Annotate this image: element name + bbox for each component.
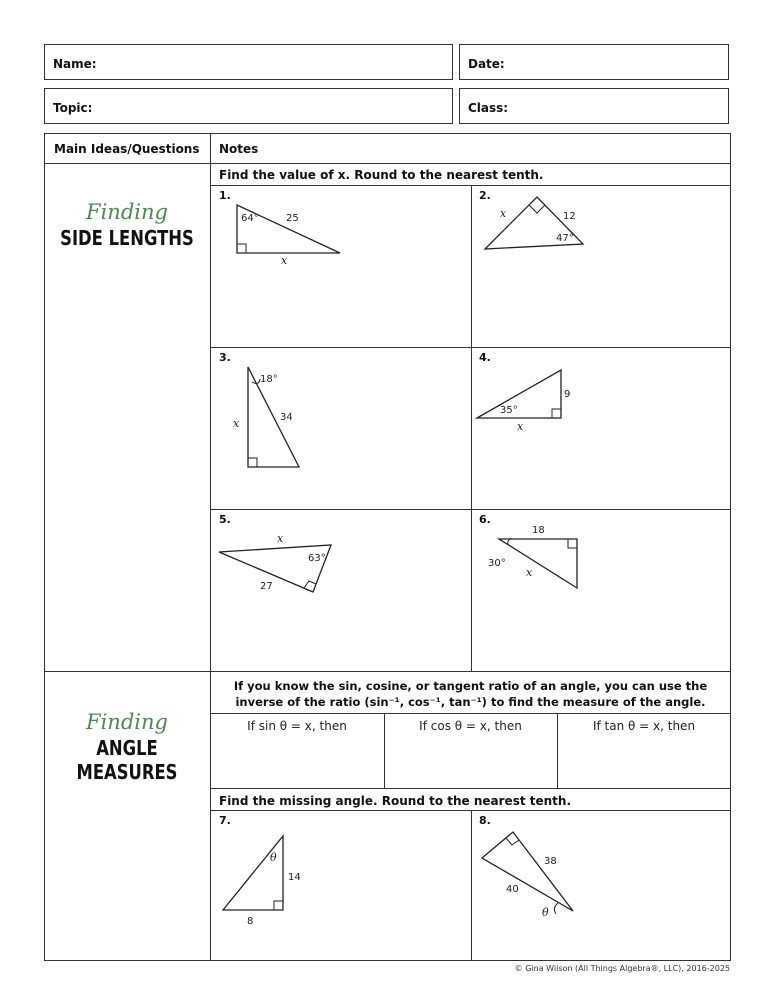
inverse-row-bottom-line <box>210 788 731 789</box>
inverse-cos-head: If cos θ = x, then <box>419 719 522 733</box>
notes-table <box>44 133 731 961</box>
problem-5-side: 27 <box>260 581 273 592</box>
problem-8-side-a: 38 <box>544 856 557 867</box>
problem-6-number: 6. <box>479 513 491 526</box>
problem-2-number: 2. <box>479 189 491 202</box>
angle-grid-vline <box>471 810 472 961</box>
problem-1-var: x <box>281 254 288 267</box>
problem-3-side: 34 <box>280 412 293 423</box>
side-lengths-script: Finding <box>86 200 168 224</box>
problem-4-angle: 35° <box>500 405 518 416</box>
date-label: Date: <box>468 57 505 71</box>
side-lengths-title: SIDE LENGTHS <box>60 226 194 250</box>
problem-1-number: 1. <box>219 189 231 202</box>
problem-2-angle: 47° <box>556 233 574 244</box>
problem-8-side-b: 40 <box>506 884 519 895</box>
header-row-line <box>44 163 731 164</box>
problem-2-triangle <box>480 192 595 257</box>
problem-7-number: 7. <box>219 814 231 827</box>
problem-4-number: 4. <box>479 351 491 364</box>
column-divider <box>210 133 211 961</box>
problem-5-triangle <box>215 530 340 600</box>
angle-measures-script: Finding <box>86 710 168 734</box>
problem-3-angle: 18° <box>260 374 278 385</box>
inverse-row-top-line <box>210 713 731 714</box>
problem-7-var: θ <box>270 851 277 864</box>
name-field[interactable] <box>44 44 453 80</box>
problem-2-var: x <box>500 207 507 220</box>
name-label: Name: <box>53 57 97 71</box>
angle-measures-heading <box>44 710 210 784</box>
problem-2-side: 12 <box>563 211 576 222</box>
problem-5-angle: 63° <box>308 553 326 564</box>
problem-4-side: 9 <box>564 389 571 400</box>
problem-8-triangle <box>478 828 588 923</box>
problem-grid-hline-2 <box>210 509 731 510</box>
problem-3-number: 3. <box>219 351 231 364</box>
angle-measures-title: ANGLE MEASURES <box>76 736 178 784</box>
problem-5-number: 5. <box>219 513 231 526</box>
problem-8-var: θ <box>542 906 549 919</box>
section-separator <box>44 671 731 672</box>
inverse-intro-2: inverse of the ratio (sin⁻¹, cos⁻¹, tan⁻¹) to find the measure of the angle. <box>235 695 706 709</box>
problem-5-var: x <box>277 532 284 545</box>
problem-1-side: 25 <box>286 213 299 224</box>
problem-6-var: x <box>526 566 533 579</box>
main-ideas-header: Main Ideas/Questions <box>54 142 200 156</box>
notes-header: Notes <box>219 142 259 156</box>
topic-field[interactable] <box>44 88 453 124</box>
problem-6-side: 18 <box>532 525 545 536</box>
angle-instruction: Find the missing angle. Round to the nearest tenth. <box>219 794 572 808</box>
problem-3-triangle <box>225 360 325 475</box>
side-lengths-instruction: Find the value of x. Round to the nearest tenth. <box>219 168 544 182</box>
problem-7-side-a: 14 <box>288 872 301 883</box>
problem-4-triangle <box>472 365 582 435</box>
problem-4-var: x <box>517 420 524 433</box>
problem-3-var: x <box>233 417 240 430</box>
inverse-intro-1: If you know the sin, cosine, or tangent ratio of an angle, you can use the <box>233 679 708 693</box>
date-field[interactable] <box>459 44 729 80</box>
problem-8-number: 8. <box>479 814 491 827</box>
inverse-sin-head: If sin θ = x, then <box>247 719 347 733</box>
problem-7-side-b: 8 <box>247 916 254 927</box>
topic-label: Topic: <box>53 101 93 115</box>
copyright-footer: © Gina Wilson (All Things Algebra®, LLC), 2016-2025 <box>514 964 730 973</box>
side-lengths-heading <box>44 200 210 250</box>
inverse-tan-head: If tan θ = x, then <box>592 719 696 733</box>
problem-6-triangle <box>482 520 587 595</box>
problem-1-angle: 64° <box>241 213 259 224</box>
problem-7-triangle <box>218 828 313 928</box>
class-field[interactable] <box>459 88 729 124</box>
problem-grid-hline-1 <box>210 347 731 348</box>
class-label: Class: <box>468 101 509 115</box>
problem-6-angle: 30° <box>488 558 506 569</box>
problem-1-triangle <box>225 195 355 270</box>
